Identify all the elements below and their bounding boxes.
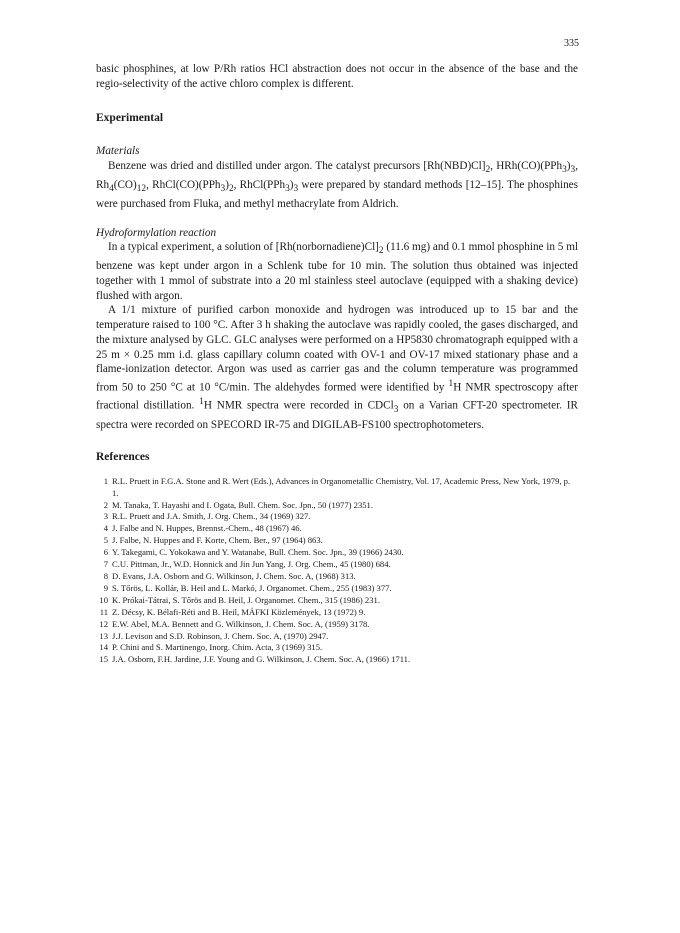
reference-item <box>96 595 578 607</box>
reference-item <box>96 476 578 500</box>
page-content <box>96 62 578 666</box>
reference-number: 15 <box>99 654 108 665</box>
hydroformylation-paragraph-2: A 1/1 mixture of purified carbon monoxide and hydrogen was introduced up to 15 bar and the temperature raised to 100 °C. After 3 h shaking the autoclave was rapidly cooled, the gases discharged, and the mixture analysed by GLC. GLC analyses were performed on a HP5830 chromatograph equipped with a 25 m × 0.25 mm i.d. glass capillary column coated with OV-1 and OV-17 mixed stationary phase and a flame-ionization detector. Argon was used as carrier gas and the column temperature was programmed from 50 to 250 °C at 10 °C/min. The aldehydes formed were identified by $^1$H NMR spectroscopy after fractional distillation. $^1$H NMR spectra were recorded in CDCl$_3$ on a Varian CFT-20 spectrometer. IR spectra were recorded on SPECORD IR-75 and DIGILAB-FS100 spectrophotometers. <box>96 304 579 432</box>
reference-number: 3 <box>103 511 108 522</box>
reference-text: S. Tőrös, L. Kollár, B. Heil and L. Markó, J. Organomet. Chem., 255 (1983) 377. <box>112 582 392 593</box>
reference-item <box>96 583 578 595</box>
hydroformylation-paragraph-1: In a typical experiment, a solution of $[Rh(norbornadiene)Cl]_2$ (11.6 mg) and 0.1 mmol phosphine in 5 ml benzene was kept under argon in a Schlenk tube for 10 min. The solution thus obtained was injected together with 1 mmol of substrate into a 20 ml stainless steel autoclave (equipped with a shaking device) flushed with argon. <box>96 241 578 302</box>
reference-number: 8 <box>103 571 108 582</box>
reference-number: 6 <box>103 547 108 558</box>
reference-number: 13 <box>99 630 108 641</box>
reference-text: E.W. Abel, M.A. Bennett and G. Wilkinson, J. Chem. Soc. A, (1959) 3178. <box>112 618 370 629</box>
reference-text: D. Evans, J.A. Osborn and G. Wilkinson, J. Chem. Soc. A, (1968) 313. <box>112 571 356 582</box>
reference-text: R.L. Pruett and J.A. Smith, J. Org. Chem., 34 (1969) 327. <box>112 511 311 522</box>
reference-text: R.L. Pruett in F.G.A. Stone and R. Wert (Eds.), Advances in Organometallic Chemistry, Vol. 17, Academic Press, New York, 1979, p. 1. <box>112 475 571 498</box>
reference-number: 1 <box>103 475 108 486</box>
reference-number: 7 <box>103 559 108 570</box>
reference-text: M. Tanaka, T. Hayashi and I. Ogata, Bull. Chem. Soc. Jpn., 50 (1977) 2351. <box>112 499 373 510</box>
reference-item <box>96 619 578 631</box>
reference-item <box>96 511 578 523</box>
intro-paragraph: basic phosphines, at low P/Rh ratios HCl abstraction does not occur in the absence of the base and the regio-selectivity of the active chloro complex is different. <box>96 63 578 90</box>
references-list <box>96 476 578 667</box>
reference-item <box>96 642 578 654</box>
reference-item <box>96 654 578 666</box>
reference-item <box>96 547 578 559</box>
reference-number: 10 <box>99 594 108 605</box>
reference-text: J. Falbe and N. Huppes, Brennst.-Chem., 48 (1967) 46. <box>112 523 302 534</box>
materials-subheading: Materials <box>96 145 140 158</box>
reference-text: P. Chini and S. Martinengo, Inorg. Chim. Acta, 3 (1969) 315. <box>112 642 323 653</box>
reference-item <box>96 571 578 583</box>
reference-item <box>96 607 578 619</box>
reference-number: 5 <box>103 535 108 546</box>
reference-item <box>96 535 578 547</box>
reference-number: 11 <box>99 606 108 617</box>
page-number: 335 <box>564 38 579 49</box>
reference-text: C.U. Pittman, Jr., W.D. Honnick and Jin Jun Yang, J. Org. Chem., 45 (1980) 684. <box>112 559 391 570</box>
reference-text: J. Falbe, N. Huppes and F. Korte, Chem. Ber., 97 (1964) 863. <box>112 535 323 546</box>
materials-paragraph: Benzene was dried and distilled under argon. The catalyst precursors $[Rh(NBD)Cl]_2$, $HRh(CO)(PPh_3)_3$, $Rh_4(CO)_{12}$, $RhCl(CO)(PPh_3)_2$, $RhCl(PPh_3)_3$ were prepared by standard methods [12–15]. The phosphines were purchased from Fluka, and methyl methacrylate from Aldrich. <box>96 160 578 210</box>
reference-number: 4 <box>103 523 108 534</box>
hydroformylation-subheading: Hydroformylation reaction <box>96 226 217 239</box>
reference-text: Z. Décsy, K. Bélafi-Réti and B. Heil, MÁFKI Közlemények, 13 (1972) 9. <box>112 606 366 617</box>
reference-text: J.A. Osborn, F.H. Jardine, J.F. Young and G. Wilkinson, J. Chem. Soc. A, (1966) 1711. <box>112 654 411 665</box>
references-heading: References <box>96 450 150 463</box>
reference-number: 9 <box>103 582 108 593</box>
reference-item <box>96 559 578 571</box>
reference-item <box>96 631 578 643</box>
reference-number: 2 <box>103 499 108 510</box>
experimental-heading: Experimental <box>96 112 164 125</box>
reference-number: 12 <box>99 618 108 629</box>
reference-number: 14 <box>99 642 108 653</box>
reference-item <box>96 500 578 512</box>
reference-text: K. Prókai-Tátrai, S. Tőrös and B. Heil, J. Organomet. Chem., 315 (1986) 231. <box>112 594 380 605</box>
reference-item <box>96 523 578 535</box>
reference-text: Y. Takegami, C. Yokokawa and Y. Watanabe, Bull. Chem. Soc. Jpn., 39 (1966) 2430. <box>112 547 404 558</box>
reference-text: J.J. Levison and S.D. Robinson, J. Chem. Soc. A, (1970) 2947. <box>112 630 329 641</box>
